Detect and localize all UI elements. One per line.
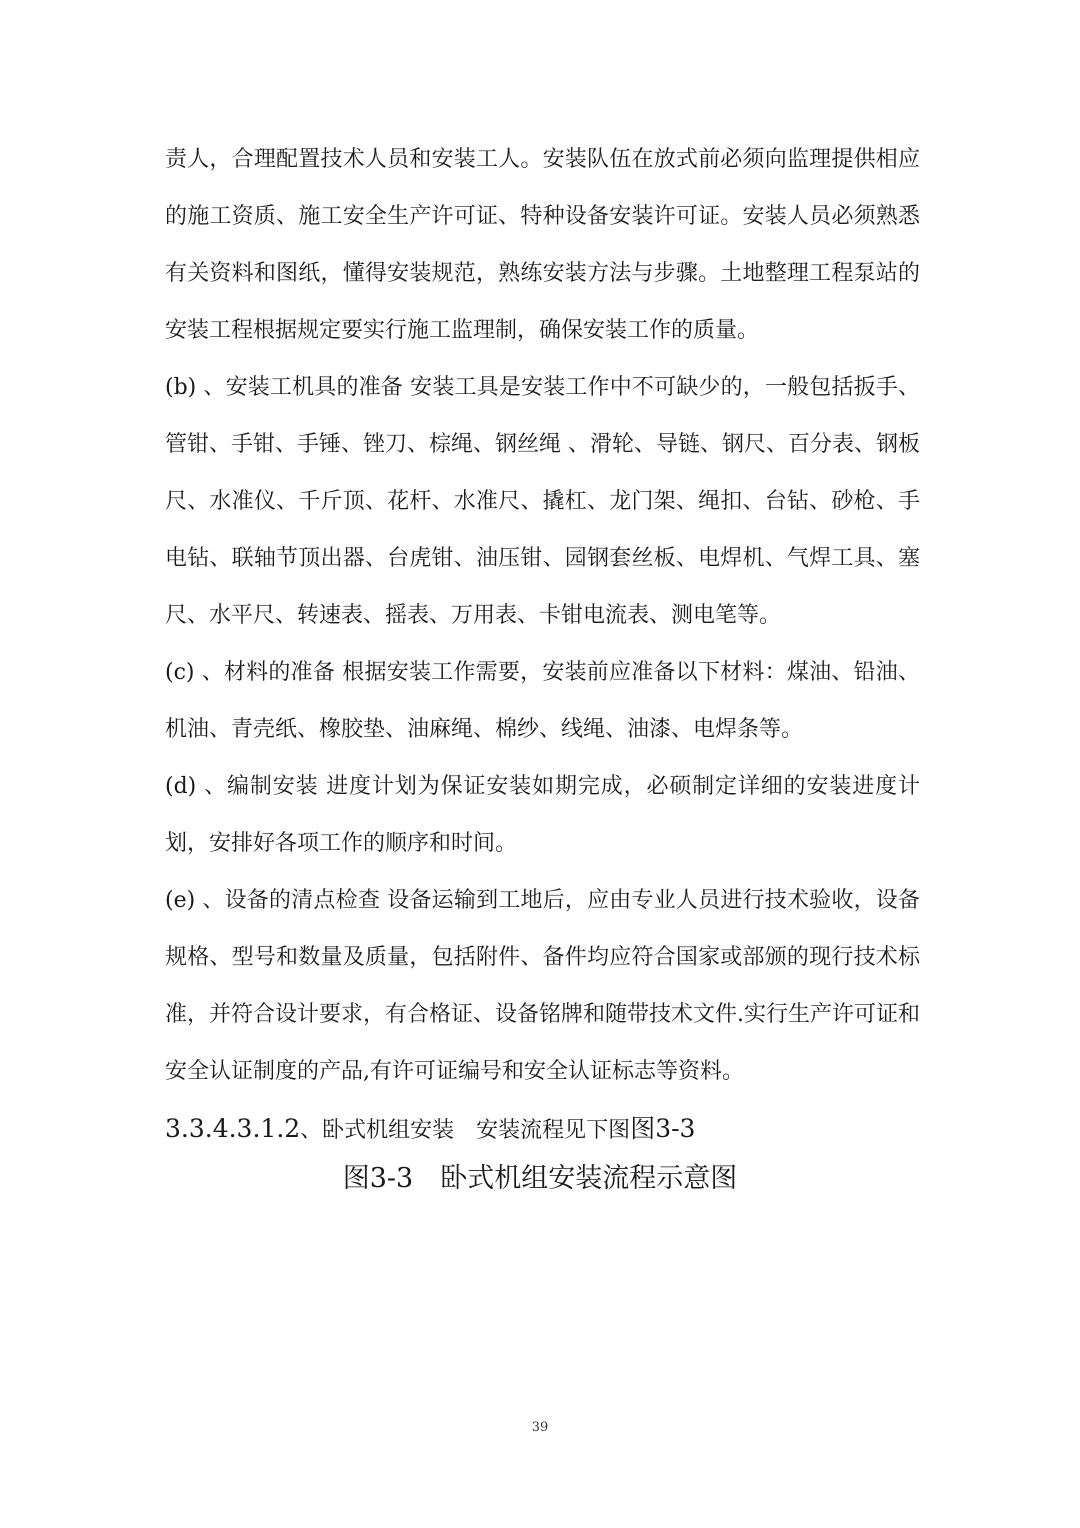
paragraph-materials: (c) 、材料的准备 根据安装工作需要，安装前应准备以下材料：煤油、铅油、机油、青壳纸、橡胶垫、油麻绳、棉纱、线绳、油漆、电焊条等。 bbox=[165, 660, 920, 742]
figure-reference: 图3-3 bbox=[630, 1114, 696, 1143]
paragraph-schedule: (d) 、编制安装 进度计划为保证安装如期完成，必硕制定详细的安装进度计划，安排好各项工作的顺序和时间。 bbox=[165, 774, 920, 856]
paragraph-responsibility: 责人，合理配置技术人员和安装工人。安装队伍在放式前必须向监理提供相应的施工资质、施工安全生产许可证、特种设备安装许可证。安装人员必须熟悉有关资料和图纸，懂得安装规范，熟练安装方法与步骤。土地整理工程泵站的安装工程根据规定要实行施工监理制，确保安装工作的质量。 bbox=[165, 147, 920, 343]
section-number: 3.3.4.3.1.2 bbox=[165, 1114, 301, 1143]
page-number: 39 bbox=[531, 1420, 549, 1435]
paragraph-inspection: (e) 、设备的清点检查 设备运输到工地后，应由专业人员进行技术验收，设备规格、型号和数量及质量，包括附件、备件均应符合国家或部颁的现行技术标准，并符合设计要求，有合格证、设备铭牌和随带技术文件.实行生产许可证和安全认证制度的产品,有许可证编号和安全认证标志等资料。 bbox=[165, 888, 920, 1084]
paragraph-tools: (b) 、安装工机具的准备 安装工具是安装工作中不可缺少的，一般包括扳手、管钳、手钳、手锤、锉刀、棕绳、钢丝绳 、滑轮、导链、钢尺、百分表、钢板尺、水准仪、千斤顶、花杆、水准尺、撬杠、龙门架、绳扣、台钻、砂枪、手电钻、联轴节顶出器、台虎钳、油压钳、园钢套丝板、电焊机、气焊工具、塞尺、水平尺、转速表、摇表、万用表、卡钳电流表、测电笔等。 bbox=[165, 375, 920, 628]
body-text bbox=[165, 131, 920, 1159]
figure-caption: 图3-3 卧式机组安装流程示意图 bbox=[342, 1163, 738, 1194]
section-title: 、卧式机组安装 安装流程见下图 bbox=[300, 1118, 631, 1143]
